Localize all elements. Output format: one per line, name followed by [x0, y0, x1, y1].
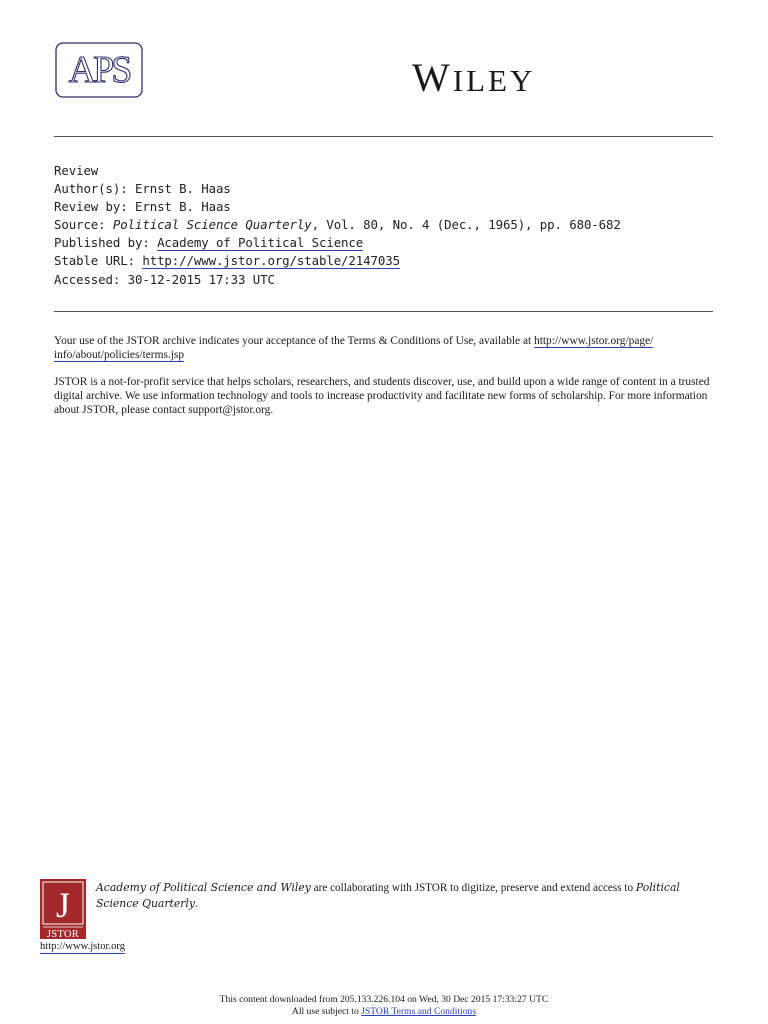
reviewer-name: Ernst B. Haas — [134, 199, 231, 215]
stable-url-link[interactable]: http://www.jstor.org/stable/2147035 — [142, 253, 400, 269]
footer-terms-link[interactable]: JSTOR Terms and Conditions — [361, 1005, 477, 1017]
top-divider — [54, 136, 713, 137]
jstor-home-link[interactable]: http://www.jstor.org — [40, 941, 126, 952]
aps-logo — [55, 42, 143, 98]
svg-text:JSTOR: JSTOR — [46, 929, 80, 939]
terms-link-continued[interactable]: info/about/policies/terms.jsp — [54, 349, 185, 361]
collaboration-statement: Academy of Political Science and Wiley are collaborating with JSTOR to digitize, preserve and extend access to Political Science Quarterly. — [96, 881, 680, 910]
terms-paragraph: Your use of the JSTOR archive indicates your acceptance of the Terms & Conditions of Use, available at http://www.jstor.org/page/ info/about/policies/terms.jsp — [54, 335, 654, 361]
wiley-logo: WILEY — [412, 55, 536, 100]
review-title: Review — [54, 163, 99, 178]
jstor-logo — [40, 879, 86, 939]
terms-link[interactable]: http://www.jstor.org/page/ — [534, 335, 654, 347]
publisher-link[interactable]: Academy of Political Science — [157, 235, 364, 251]
journal-title: Political Science Quarterly — [112, 217, 312, 233]
about-paragraph: JSTOR is a not-for-profit service that helps scholars, researchers, and students discover, use, and build upon a wide range of content in a trusted digital archive. We use information technology and tools to increase productivity and facilitate new forms of scholarship. For more information about JSTOR, please contact support@jstor.org. — [54, 376, 710, 416]
download-footer — [0, 994, 768, 1017]
accessed-line: Accessed: 30-12-2015 17:33 UTC — [54, 271, 275, 287]
author-line: Author(s): Ernst B. Haas — [54, 181, 231, 197]
review-by-line: Review by: Ernst B. Haas — [54, 199, 231, 215]
published-by-line: Published by: Academy of Political Science — [54, 235, 364, 251]
svg-text:APS: APS — [68, 49, 130, 91]
bottom-divider — [54, 311, 713, 312]
svg-text:J: J — [55, 885, 71, 925]
citation-block — [54, 162, 621, 289]
journal-name-part1: Political — [635, 881, 680, 894]
author-name: Ernst B. Haas — [134, 181, 231, 197]
accessed-date: 30-12-2015 17:33 UTC — [127, 271, 275, 287]
journal-name-part2: Science Quarterly — [96, 897, 195, 910]
source-line: Source: Political Science Quarterly, Vol. 80, No. 4 (Dec., 1965), pp. 680-682 — [54, 217, 621, 233]
partners: Academy of Political Science and Wiley — [96, 881, 311, 894]
download-info: This content downloaded from 205.133.226.104 on Wed, 30 Dec 2015 17:33:27 UTC — [219, 994, 549, 1005]
jstor-notice — [54, 334, 714, 430]
terms-footer-line: All use subject to JSTOR Terms and Conditions — [291, 1005, 477, 1017]
stable-url-line: Stable URL: http://www.jstor.org/stable/2147035 — [54, 253, 400, 269]
source-details: , Vol. 80, No. 4 (Dec., 1965), pp. 680-682 — [311, 217, 621, 233]
